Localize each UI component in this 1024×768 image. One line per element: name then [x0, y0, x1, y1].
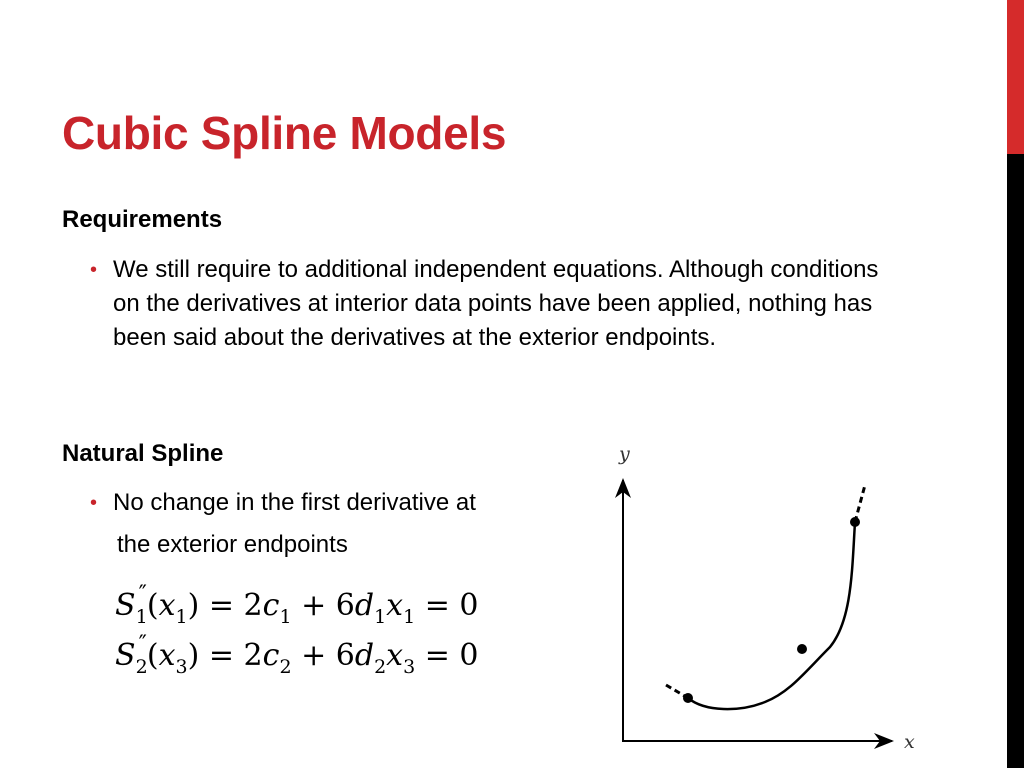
right-extension-dashed	[855, 485, 865, 522]
accent-bar-red	[1007, 0, 1024, 154]
x-axis-label: x	[904, 731, 915, 753]
data-point-2	[797, 644, 807, 654]
slide-title: Cubic Spline Models	[62, 107, 507, 159]
natural-spline-heading: Natural Spline	[62, 440, 224, 467]
natural-spline-bullet-text: No change in the first derivative at	[113, 489, 476, 516]
natural-spline-bullet	[90, 486, 570, 520]
natural-spline-bullet-continuation: the exterior endpoints	[117, 531, 348, 558]
equation-1: $S_1''(x_1) = 2c_1 + 6d_1x_1 = 0$	[115, 582, 479, 628]
accent-bar	[1007, 0, 1024, 768]
spline-graph	[590, 440, 930, 760]
spline-curve	[688, 522, 855, 709]
requirements-heading: Requirements	[62, 206, 223, 233]
data-point-3	[850, 517, 860, 527]
bullet-dot-icon: •	[90, 492, 98, 514]
requirements-bullet	[90, 253, 900, 355]
data-point-1	[683, 693, 693, 703]
bullet-dot-icon: •	[90, 259, 98, 281]
y-axis-label: y	[619, 443, 630, 465]
equation-2: $S_2''(x_3) = 2c_2 + 6d_2x_3 = 0$	[115, 632, 479, 678]
accent-bar-black	[1007, 154, 1024, 768]
requirements-bullet-text: We still require to additional independent equations. Although conditions on the derivatives at interior data points have been applied, nothing has been said about the derivatives at the exterior endpoints.	[113, 256, 879, 351]
